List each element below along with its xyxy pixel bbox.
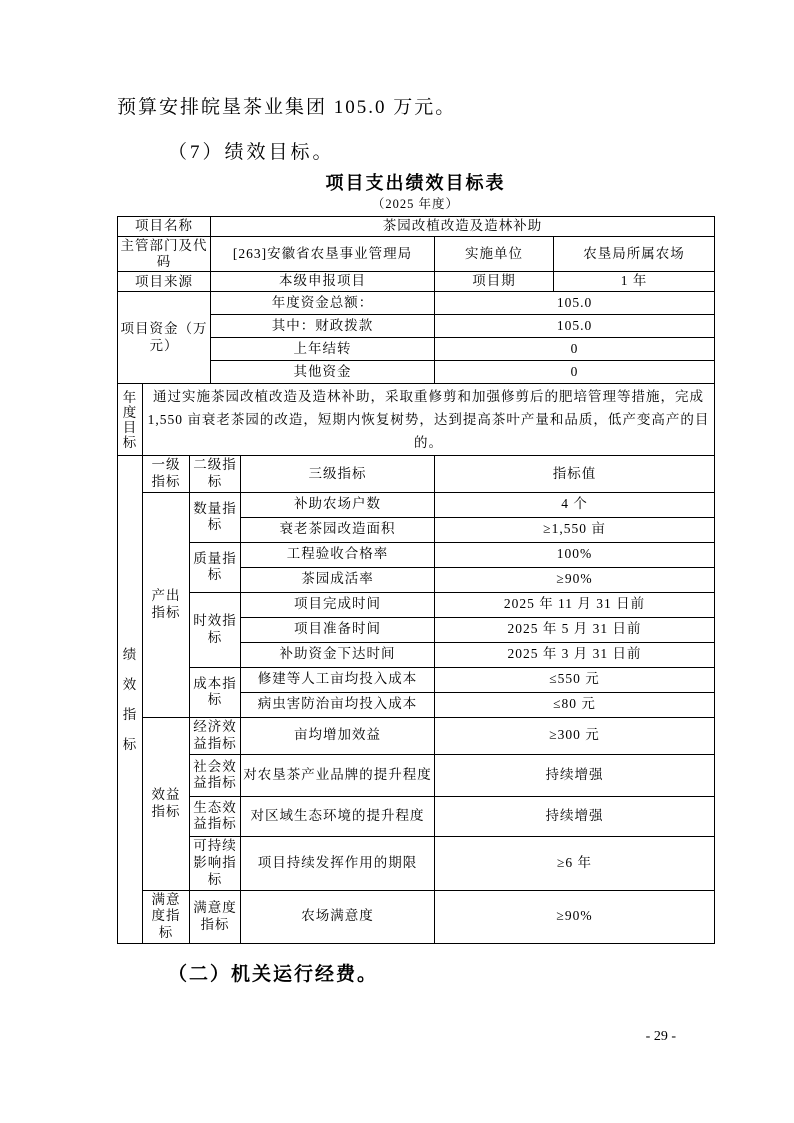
annual-goal-label: 年度目标 [118, 384, 143, 456]
indicator-value: ≥6 年 [435, 836, 715, 890]
project-name-label: 项目名称 [118, 217, 211, 237]
source-label: 项目来源 [118, 272, 211, 292]
period-label: 项目期 [435, 272, 554, 292]
closing-heading: （二）机关运行经费。 [168, 964, 379, 985]
indicator-value: ≤80 元 [435, 692, 715, 717]
indicator-name: 项目准备时间 [241, 617, 435, 642]
intro-paragraph: 预算安排皖垦茶业集团 105.0 万元。 [117, 97, 457, 118]
row-source [118, 272, 715, 292]
level2-social: 社会效益指标 [190, 754, 241, 796]
indicator-name: 衰老茶园改造面积 [241, 517, 435, 542]
level2-quantity: 数量指标 [190, 492, 241, 542]
header-level2: 二级指标 [190, 456, 241, 493]
level2-timeliness: 时效指标 [190, 592, 241, 667]
indicator-name: 项目完成时间 [241, 592, 435, 617]
level2-satisfaction: 满意度指标 [190, 890, 241, 944]
indicator-name: 病虫害防治亩均投入成本 [241, 692, 435, 717]
funds-label: 项目资金（万元） [118, 292, 211, 384]
funds-total-label: 年度资金总额： [211, 292, 435, 315]
period-value: 1 年 [554, 272, 715, 292]
header-level1: 一级指标 [143, 456, 190, 493]
row-project-name [118, 217, 715, 237]
indicator-value: 持续增强 [435, 796, 715, 836]
indicator-name: 农场满意度 [241, 890, 435, 944]
indicator-row [118, 667, 715, 692]
department-value: [263]安徽省农垦事业管理局 [211, 236, 435, 271]
indicator-row [118, 717, 715, 754]
level2-sustainability: 可持续影响指标 [190, 836, 241, 890]
indicator-value: 4 个 [435, 492, 715, 517]
indicator-value: ≤550 元 [435, 667, 715, 692]
funds-other-value: 0 [435, 361, 715, 384]
indicator-name: 茶园成活率 [241, 567, 435, 592]
indicator-name: 亩均增加效益 [241, 717, 435, 754]
table-subtitle: （2025 年度） [371, 197, 460, 211]
source-value: 本级申报项目 [211, 272, 435, 292]
table-title: 项目支出绩效目标表 [325, 173, 506, 193]
funds-carryover-label: 上年结转 [211, 338, 435, 361]
indicator-name: 对农垦茶产业品牌的提升程度 [241, 754, 435, 796]
row-indicator-header [118, 456, 715, 493]
impl-unit-value: 农垦局所属农场 [554, 236, 715, 271]
level2-ecological: 生态效益指标 [190, 796, 241, 836]
indicator-name: 项目持续发挥作用的期限 [241, 836, 435, 890]
department-label: 主管部门及代码 [118, 236, 211, 271]
section-heading-7: （7）绩效目标。 [168, 142, 335, 163]
annual-goal-text: 通过实施茶园改植改造及造林补助，采取重修剪和加强修剪后的肥培管理等措施，完成1,550 亩衰老茶园的改造，短期内恢复树势，达到提高茶叶产量和品质，低产变高产的目的。 [143, 384, 715, 456]
performance-target-table [117, 216, 715, 944]
indicator-name: 补助资金下达时间 [241, 642, 435, 667]
indicator-name: 修建等人工亩均投入成本 [241, 667, 435, 692]
indicator-row [118, 796, 715, 836]
indicator-row [118, 754, 715, 796]
impl-unit-label: 实施单位 [435, 236, 554, 271]
funds-carryover-value: 0 [435, 338, 715, 361]
indicator-value: ≥300 元 [435, 717, 715, 754]
page-number: - 29 - [645, 1029, 676, 1044]
indicator-row [118, 592, 715, 617]
funds-other-label: 其他资金 [211, 361, 435, 384]
level1-output: 产出指标 [143, 492, 190, 717]
level2-quality: 质量指标 [190, 542, 241, 592]
indicator-value: 2025 年 3 月 31 日前 [435, 642, 715, 667]
indicator-name: 对区域生态环境的提升程度 [241, 796, 435, 836]
header-value: 指标值 [435, 456, 715, 493]
indicator-row [118, 890, 715, 944]
indicator-row [118, 836, 715, 890]
level2-economic: 经济效益指标 [190, 717, 241, 754]
indicator-value: ≥1,550 亩 [435, 517, 715, 542]
level1-satisfaction: 满意度指标 [143, 890, 190, 944]
header-level3: 三级指标 [241, 456, 435, 493]
funds-total-value: 105.0 [435, 292, 715, 315]
indicator-value: ≥90% [435, 890, 715, 944]
indicator-value: 2025 年 11 月 31 日前 [435, 592, 715, 617]
indicator-value: 100% [435, 542, 715, 567]
indicator-row [118, 492, 715, 517]
indicator-value: 2025 年 5 月 31 日前 [435, 617, 715, 642]
indicator-value: ≥90% [435, 567, 715, 592]
funds-fiscal-label: 其中：财政拨款 [211, 315, 435, 338]
indicator-name: 工程验收合格率 [241, 542, 435, 567]
indicator-value: 持续增强 [435, 754, 715, 796]
level2-cost: 成本指标 [190, 667, 241, 717]
row-annual-goal [118, 384, 715, 456]
row-department [118, 236, 715, 271]
project-name-value: 茶园改植改造及造林补助 [211, 217, 715, 237]
row-funds-total [118, 292, 715, 315]
indicator-row [118, 542, 715, 567]
performance-indicators-label: 绩效指标 [118, 456, 143, 944]
indicator-name: 补助农场户数 [241, 492, 435, 517]
funds-fiscal-value: 105.0 [435, 315, 715, 338]
level1-benefit: 效益指标 [143, 717, 190, 890]
